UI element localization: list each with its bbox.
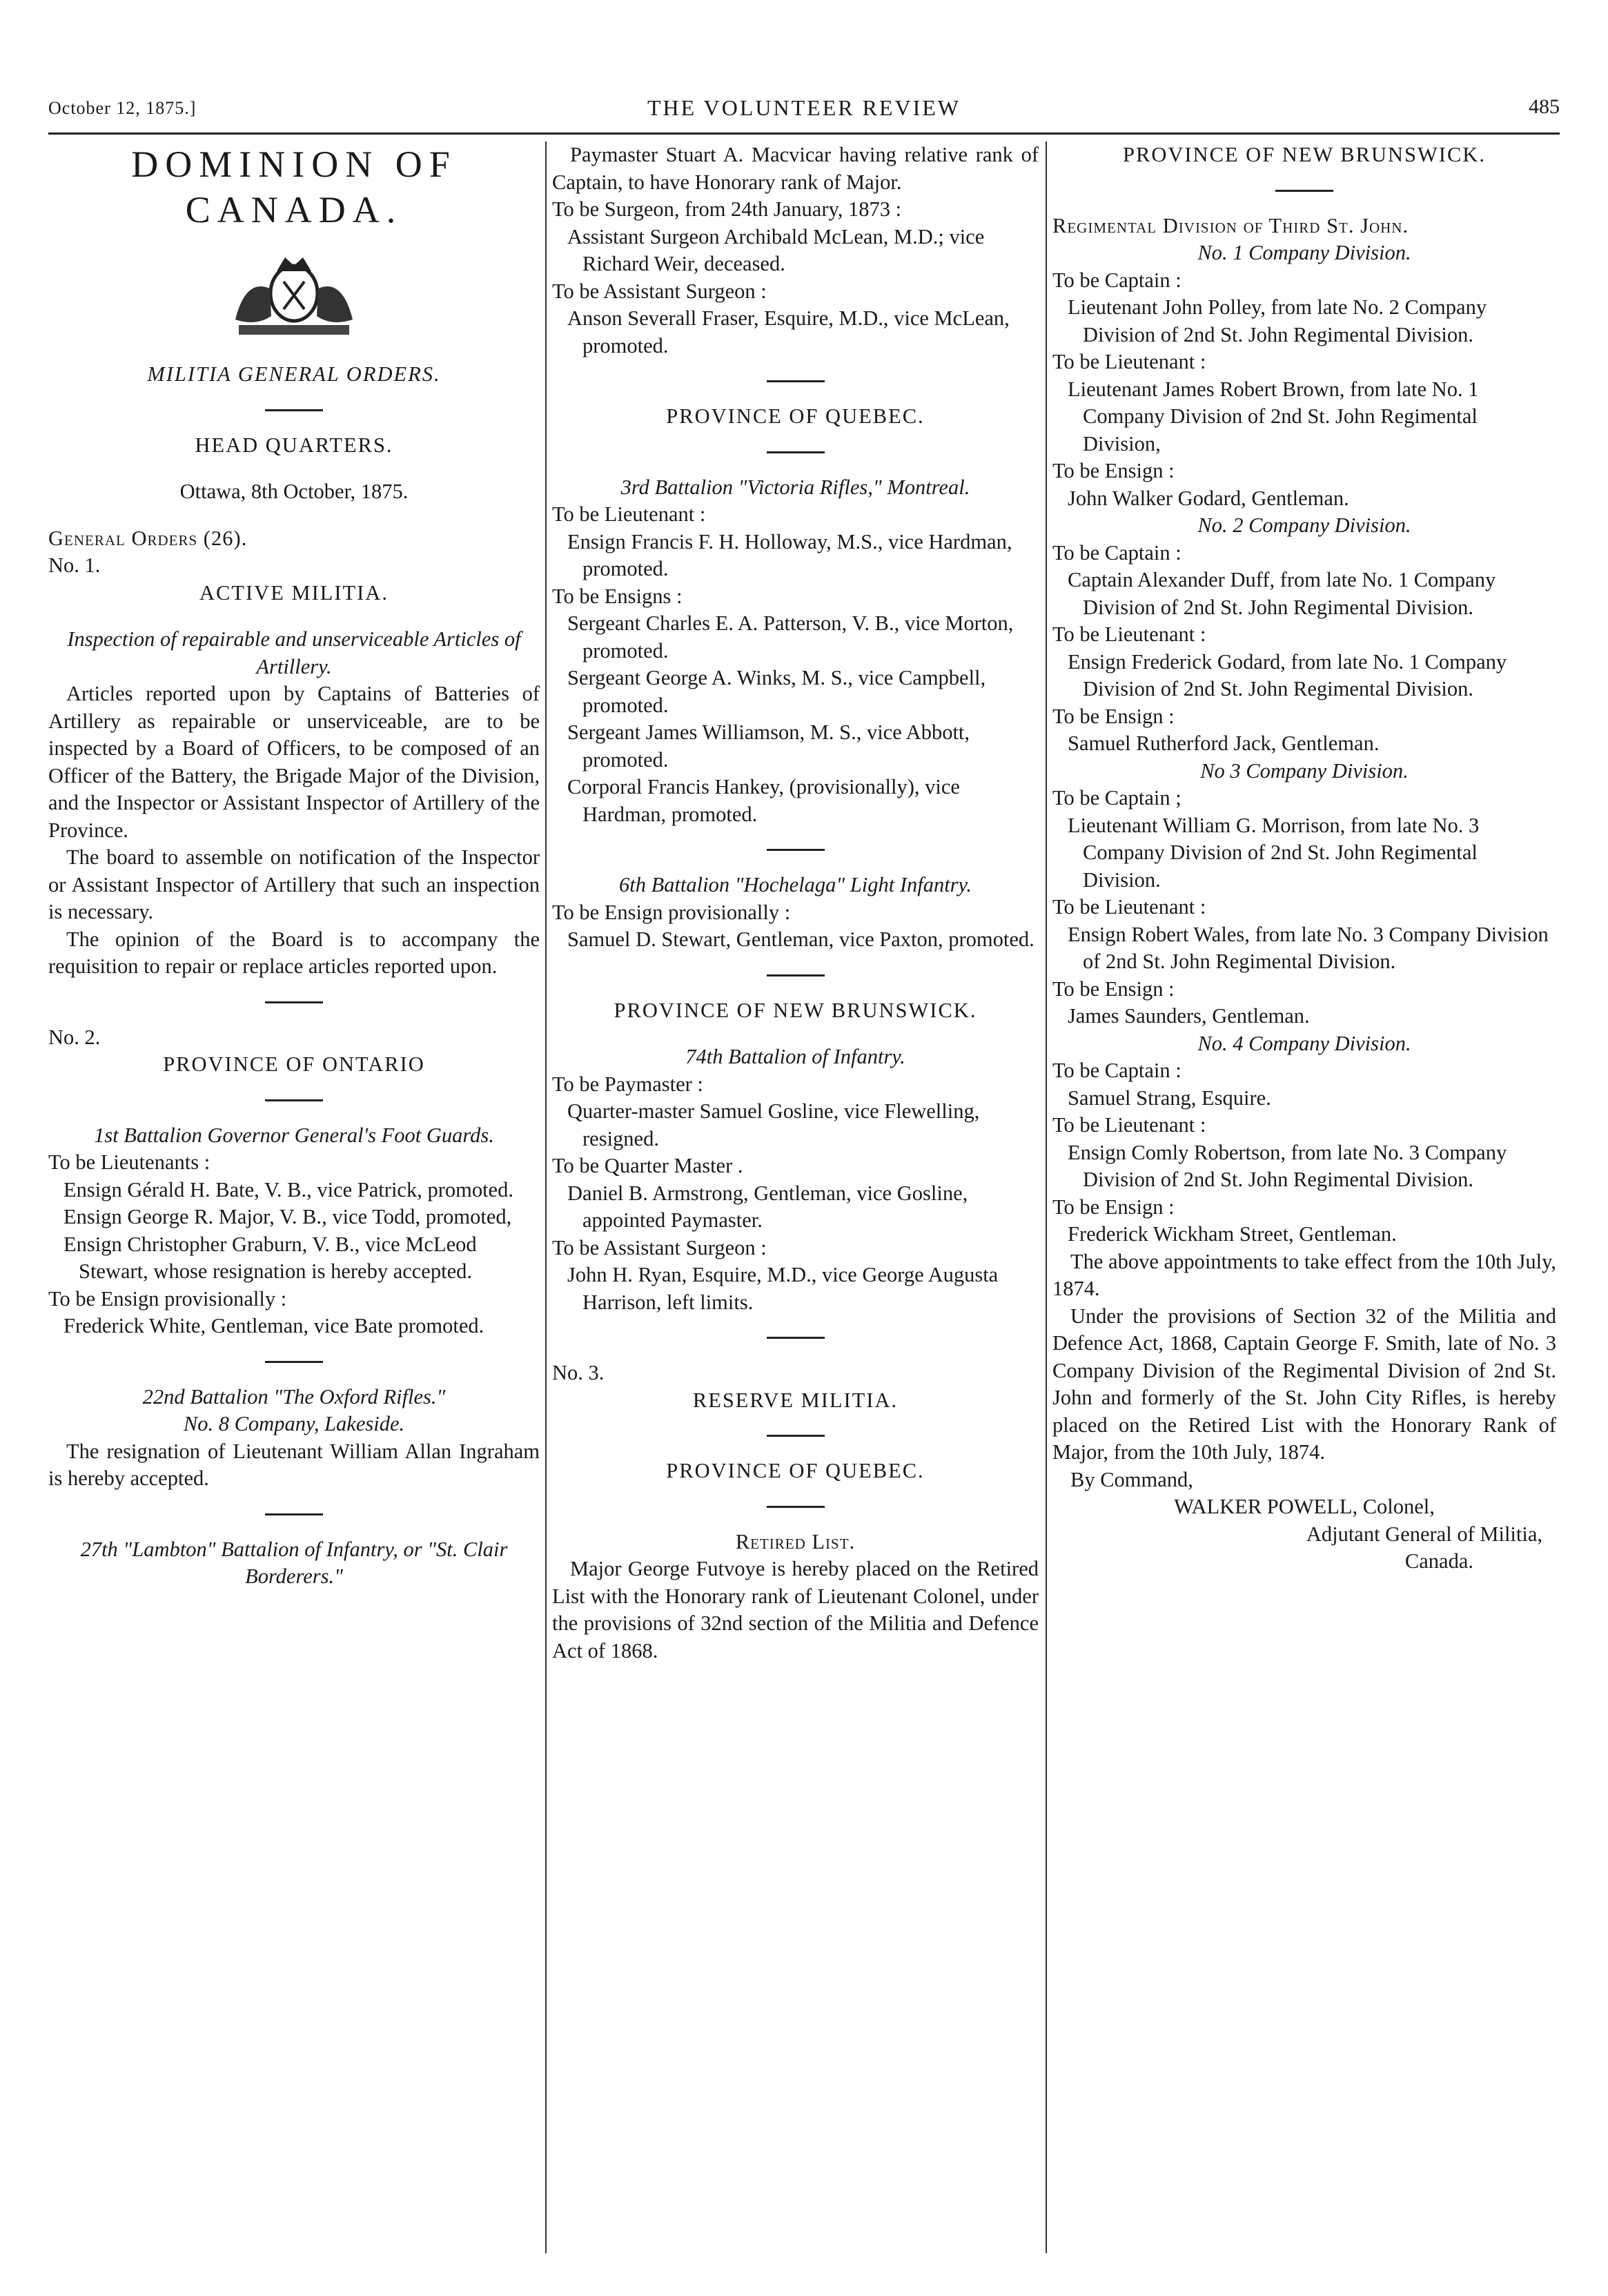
by-command-line: By Command, bbox=[1070, 1467, 1193, 1491]
lakeside-company-heading: No. 8 Company, Lakeside. bbox=[183, 1412, 405, 1435]
appointment-label: To be Ensign provisionally : bbox=[552, 900, 791, 924]
macvicar-entry: Paymaster Stuart A. Macvicar having relative rank of Captain, to have Honorary rank of Major. bbox=[552, 143, 1039, 194]
appointment-label: To be Lieutenant : bbox=[1052, 895, 1206, 919]
appointment-label: To be Lieutenant : bbox=[1052, 1113, 1206, 1137]
militia-general-orders-heading: MILITIA GENERAL ORDERS. bbox=[147, 362, 441, 386]
appointment-label: To be Ensign : bbox=[1052, 459, 1175, 482]
appointment-label: To be Lieutenant : bbox=[552, 502, 706, 526]
separator-rule bbox=[265, 1001, 323, 1003]
appointment-label: To be Ensign : bbox=[1052, 977, 1175, 1001]
appointment-entry: Ensign George R. Major, V. B., vice Todd, promoted, bbox=[63, 1205, 512, 1228]
appointment-entry: Captain Alexander Duff, from late No. 1 Company Division of 2nd St. John Regimental Division. bbox=[1068, 568, 1496, 619]
appointment-entry: Frederick Wickham Street, Gentleman. bbox=[1068, 1222, 1397, 1246]
appointment-label: To be Ensign : bbox=[1052, 704, 1175, 728]
appointment-label: To be Lieutenants : bbox=[48, 1150, 210, 1174]
appointment-label: To be Assistant Surgeon : bbox=[552, 279, 767, 303]
royal-coat-of-arms-icon bbox=[208, 251, 380, 340]
appointment-entry: Quarter-master Samuel Gosline, vice Flewelling, resigned. bbox=[567, 1099, 980, 1150]
separator-rule bbox=[767, 380, 825, 382]
appointment-entry: James Saunders, Gentleman. bbox=[1068, 1004, 1310, 1028]
new-brunswick-heading: PROVINCE OF NEW BRUNSWICK. bbox=[614, 998, 977, 1022]
appointment-entry: Corporal Francis Hankey, (provisionally), vice Hardman, promoted. bbox=[567, 775, 960, 826]
separator-rule bbox=[767, 849, 825, 851]
place-date-line: Ottawa, 8th October, 1875. bbox=[179, 480, 409, 503]
battalion-74-heading: 74th Battalion of Infantry. bbox=[685, 1045, 905, 1068]
separator-rule bbox=[265, 1361, 323, 1363]
issue-date: October 12, 1875.] bbox=[48, 98, 197, 118]
appointment-label: To be Captain : bbox=[1052, 268, 1182, 292]
appointment-label: To be Ensigns : bbox=[552, 584, 683, 608]
order-number-2: No. 2. bbox=[48, 1025, 101, 1049]
column-right bbox=[1052, 141, 1556, 2260]
appointment-entry: John Walker Godard, Gentleman. bbox=[1068, 486, 1349, 510]
appointment-entry: Samuel Rutherford Jack, Gentleman. bbox=[1068, 732, 1380, 755]
inspection-paragraph-3: The opinion of the Board is to accompany the requisition to repair or replace articles reported upon. bbox=[48, 927, 540, 978]
appointment-entry: John H. Ryan, Esquire, M.D., vice George Augusta Harrison, left limits. bbox=[567, 1263, 999, 1314]
separator-rule bbox=[265, 409, 323, 411]
appointment-entry: Sergeant James Williamson, M. S., vice Abbott, promoted. bbox=[567, 720, 970, 772]
separator-rule bbox=[767, 1506, 825, 1508]
general-orders-number: General Orders (26). bbox=[48, 526, 248, 550]
appointment-entry: Sergeant Charles E. A. Patterson, V. B., vice Morton, promoted. bbox=[567, 611, 1014, 663]
order-number-3: No. 3. bbox=[552, 1361, 605, 1384]
appointment-label: To be Quarter Master . bbox=[552, 1154, 743, 1177]
appointment-label: To be Assistant Surgeon : bbox=[552, 1235, 767, 1259]
appointment-entry: Anson Severall Fraser, Esquire, M.D., vice McLean, promoted. bbox=[567, 306, 1010, 357]
appointment-label: To be Ensign : bbox=[1052, 1195, 1175, 1219]
separator-rule bbox=[265, 1513, 323, 1515]
separator-rule bbox=[767, 1435, 825, 1437]
publication-title: THE VOLUNTEER REVIEW bbox=[647, 95, 961, 120]
column-rule-left bbox=[545, 141, 547, 2253]
appointment-entry: Ensign Francis F. H. Holloway, M.S., vice Hardman, promoted. bbox=[567, 529, 1012, 580]
appointment-label: To be Lieutenant : bbox=[1052, 350, 1206, 373]
page-number: 485 bbox=[1529, 95, 1560, 118]
inspection-paragraph-1: Articles reported upon by Captains of Batteries of Artillery as repairable or unserviceable, are to be inspected by a Board of Officers, to be composed of an Officer of the Battery, the Brigade Major of the Division, and the Inspector or Assistant Inspector of Artillery of the Province. bbox=[48, 682, 540, 842]
signatory-title: Adjutant General of Militia, bbox=[1306, 1522, 1542, 1546]
effect-notice: The above appointments to take effect from the 10th July, 1874. bbox=[1052, 1249, 1556, 1300]
page-header bbox=[48, 91, 1560, 135]
separator-rule bbox=[767, 451, 825, 453]
appointment-entry: Ensign Christopher Graburn, V. B., vice McLeod Stewart, whose resignation is hereby accepted. bbox=[63, 1232, 477, 1283]
head-quarters-heading: HEAD QUARTERS. bbox=[195, 433, 393, 457]
ontario-heading: PROVINCE OF ONTARIO bbox=[163, 1052, 425, 1076]
appointment-entry: Ensign Gérald H. Bate, V. B., vice Patrick, promoted. bbox=[63, 1177, 513, 1201]
column-middle bbox=[552, 141, 1039, 2260]
appointment-label: To be Ensign provisionally : bbox=[48, 1286, 287, 1311]
appointment-label: To be Captain : bbox=[1052, 540, 1182, 565]
appointment-entry: Daniel B. Armstrong, Gentleman, vice Gosline, appointed Paymaster. bbox=[567, 1181, 968, 1232]
order-number-1: No. 1. bbox=[48, 553, 101, 577]
appointment-label: To be Lieutenant : bbox=[1052, 622, 1206, 646]
appointment-entry: Ensign Robert Wales, from late No. 3 Company Division of 2nd St. John Regimental Division. bbox=[1068, 922, 1549, 973]
signatory-country: Canada. bbox=[1404, 1549, 1473, 1573]
smith-retirement-entry: Under the provisions of Section 32 of the Militia and Defence Act, 1868, Captain George F. Smith, late of No. 3 Company Division of the Regimental Division of 2nd St. John and formerly of the St. John City Rifles, is hereby placed on the Retired List with the Honorary Rank of Major, from the 10th July, 1874. bbox=[1052, 1304, 1556, 1464]
appointment-label: To be Paymaster : bbox=[552, 1072, 703, 1096]
appointment-label: To be Captain ; bbox=[1052, 786, 1182, 810]
appointment-entry: Lieutenant William G. Morrison, from late No. 3 Company Division of 2nd St. John Regimental Division. bbox=[1068, 813, 1480, 892]
dominion-title: DOMINION OF CANADA. bbox=[131, 144, 457, 230]
appointment-label: To be Surgeon, from 24th January, 1873 : bbox=[552, 197, 902, 221]
retired-list-heading: Retired List. bbox=[735, 1529, 856, 1553]
inspection-paragraph-2: The board to assemble on notification of the Inspector or Assistant Inspector of Artillery that such an inspection is necessary. bbox=[48, 845, 540, 923]
appointment-entry: Ensign Comly Robertson, from late No. 3 Company Division of 2nd St. John Regimental Division. bbox=[1068, 1140, 1507, 1191]
inspection-heading: Inspection of repairable and unserviceable Articles of Artillery. bbox=[67, 627, 521, 678]
company-4-heading: No. 4 Company Division. bbox=[1197, 1031, 1411, 1055]
column-rule-right bbox=[1046, 141, 1047, 2253]
appointment-entry: Sergeant George A. Winks, M. S., vice Campbell, promoted. bbox=[567, 666, 986, 717]
hochelaga-heading: 6th Battalion "Hochelaga" Light Infantry. bbox=[618, 873, 972, 896]
separator-rule bbox=[1275, 190, 1333, 192]
quebec-reserve-heading: PROVINCE OF QUEBEC. bbox=[666, 1459, 925, 1482]
signatory-name: WALKER POWELL, Colonel, bbox=[1174, 1495, 1435, 1518]
separator-rule bbox=[265, 1099, 323, 1101]
regimental-division-heading: Regimental Division of Third St. John. bbox=[1052, 213, 1409, 237]
appointment-entry: Ensign Frederick Godard, from late No. 1 Company Division of 2nd St. John Regimental Division. bbox=[1068, 649, 1507, 700]
company-1-heading: No. 1 Company Division. bbox=[1197, 241, 1411, 264]
company-3-heading: No 3 Company Division. bbox=[1200, 758, 1409, 783]
gg-foot-guards-heading: 1st Battalion Governor General's Foot Guards. bbox=[94, 1123, 494, 1147]
quebec-heading: PROVINCE OF QUEBEC. bbox=[666, 404, 925, 428]
futvoye-entry: Major George Futvoye is hereby placed on the Retired List with the Honorary rank of Lieutenant Colonel, under the provisions of 32nd section of the Militia and Defence Act of 1868. bbox=[552, 1557, 1039, 1662]
separator-rule bbox=[767, 1337, 825, 1339]
column-left bbox=[48, 141, 540, 2260]
separator-rule bbox=[767, 974, 825, 977]
company-2-heading: No. 2 Company Division. bbox=[1197, 513, 1411, 537]
victoria-rifles-heading: 3rd Battalion "Victoria Rifles," Montreal. bbox=[620, 475, 970, 499]
ingraham-resignation: The resignation of Lieutenant William Allan Ingraham is hereby accepted. bbox=[48, 1439, 540, 1490]
new-brunswick-heading: PROVINCE OF NEW BRUNSWICK. bbox=[1123, 143, 1486, 166]
appointment-entry: Samuel Strang, Esquire. bbox=[1068, 1086, 1271, 1110]
appointment-entry: Lieutenant James Robert Brown, from late No. 1 Company Division of 2nd St. John Regimental Division, bbox=[1068, 377, 1479, 455]
appointment-entry: Frederick White, Gentleman, vice Bate promoted. bbox=[63, 1314, 484, 1337]
appointment-entry: Lieutenant John Polley, from late No. 2 Company Division of 2nd St. John Regimental Division. bbox=[1068, 295, 1487, 346]
reserve-militia-heading: RESERVE MILITIA. bbox=[692, 1388, 899, 1412]
oxford-rifles-heading: 22nd Battalion "The Oxford Rifles." bbox=[142, 1384, 446, 1409]
lambton-battalion-heading: 27th "Lambton" Battalion of Infantry, or "St. Clair Borderers." bbox=[80, 1537, 508, 1588]
appointment-entry: Assistant Surgeon Archibald McLean, M.D.; vice Richard Weir, deceased. bbox=[567, 224, 985, 275]
appointment-label: To be Captain : bbox=[1052, 1059, 1182, 1082]
appointment-entry: Samuel D. Stewart, Gentleman, vice Paxton, promoted. bbox=[567, 928, 1035, 951]
active-militia-heading: ACTIVE MILITIA. bbox=[199, 580, 389, 605]
